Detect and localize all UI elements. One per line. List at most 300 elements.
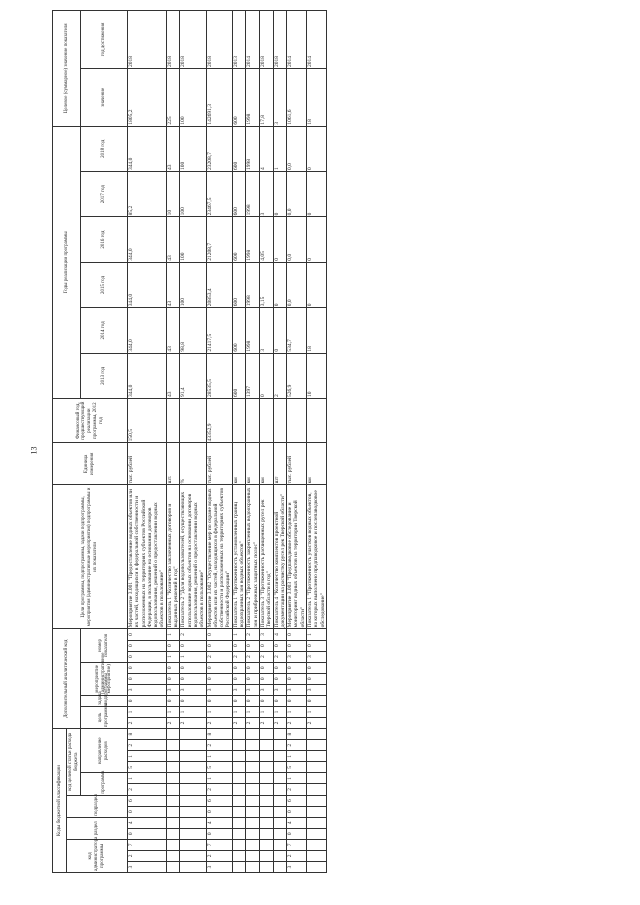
code-cell xyxy=(273,828,287,839)
year-value: 344,0 xyxy=(128,217,167,262)
row-name: Показатель 1 "Количество заключенных договоров и выданных решений в год" xyxy=(166,485,180,629)
code-cell xyxy=(246,762,260,773)
code-cell xyxy=(246,784,260,795)
target-value: 225 xyxy=(166,68,180,126)
year-value: 0 xyxy=(307,171,327,216)
year-value: 21417,5 xyxy=(206,308,232,353)
year-value: 18 xyxy=(307,308,327,353)
code-cell: 0 xyxy=(259,673,273,684)
code-cell: 3 xyxy=(307,684,327,695)
year-value: 600 xyxy=(232,171,246,216)
row-funding xyxy=(307,399,327,443)
code-cell: 0 xyxy=(128,828,167,839)
code-cell xyxy=(232,762,246,773)
code-cell: 1 xyxy=(273,706,287,717)
code-cell: 0 xyxy=(232,673,246,684)
header-podrazdel: подраздел xyxy=(67,795,128,817)
year-value: 2 xyxy=(273,353,287,398)
code-cell: 1 xyxy=(166,629,180,640)
row-funding xyxy=(166,399,180,443)
year-value: 600 xyxy=(232,217,246,262)
code-cell xyxy=(180,773,206,784)
code-cell xyxy=(307,850,327,861)
row-unit: км xyxy=(307,443,327,485)
code-cell: 5 xyxy=(206,762,232,773)
code-cell xyxy=(232,817,246,828)
code-cell xyxy=(180,828,206,839)
target-year: 2018 xyxy=(128,11,167,69)
code-cell xyxy=(180,740,206,751)
code-cell: 5 xyxy=(287,762,307,773)
code-cell: 2 xyxy=(273,718,287,729)
code-cell: 0 xyxy=(166,640,180,651)
code-cell: 0 xyxy=(307,662,327,673)
code-cell: 2 xyxy=(206,718,232,729)
code-cell xyxy=(246,817,260,828)
code-cell xyxy=(307,729,327,740)
year-value: 600 xyxy=(232,308,246,353)
code-cell xyxy=(259,740,273,751)
code-cell xyxy=(232,861,246,872)
code-cell: 2 xyxy=(166,718,180,729)
code-cell xyxy=(180,784,206,795)
row-funding xyxy=(246,399,260,443)
code-cell: 0 xyxy=(128,629,167,640)
code-cell xyxy=(180,795,206,806)
header-target-value: значение xyxy=(81,68,128,126)
code-cell xyxy=(166,784,180,795)
year-value: 0,0 xyxy=(287,217,307,262)
code-cell xyxy=(307,762,327,773)
header-year-2015: 2015 год xyxy=(81,262,128,307)
code-cell: 3 xyxy=(128,684,167,695)
code-cell xyxy=(246,740,260,751)
code-cell: 2 xyxy=(232,651,246,662)
code-cell xyxy=(246,751,260,762)
code-cell: 0 xyxy=(287,640,307,651)
code-cell: 1 xyxy=(232,629,246,640)
year-value: 344,0 xyxy=(128,308,167,353)
code-cell xyxy=(232,795,246,806)
code-cell xyxy=(259,828,273,839)
header-year-2013: 2013 год xyxy=(81,353,128,398)
code-cell: 1 xyxy=(259,706,273,717)
code-cell: 0 xyxy=(206,673,232,684)
code-cell: 3 xyxy=(246,684,260,695)
code-cell: 8 xyxy=(287,729,307,740)
header-direction: направление расходов xyxy=(81,729,128,773)
code-cell xyxy=(307,751,327,762)
code-cell: 3 xyxy=(180,684,206,695)
code-cell: 2 xyxy=(307,718,327,729)
row-name: Мероприятие 3.002 "Осуществление мер по охране водных объектов или их частей, находящихся в федеральной собственности и расположенных на территориях субъектов Российской Федерации" xyxy=(206,485,232,629)
code-cell xyxy=(246,773,260,784)
header-programma: программа xyxy=(81,773,128,795)
code-cell: 0 xyxy=(273,640,287,651)
code-cell xyxy=(307,839,327,850)
code-cell: 2 xyxy=(259,718,273,729)
code-cell: 2 xyxy=(128,850,167,861)
year-value: 1998 xyxy=(246,126,260,171)
code-cell: 0 xyxy=(128,806,167,817)
code-cell: 0 xyxy=(180,695,206,706)
code-cell xyxy=(232,773,246,784)
target-year: 2018 xyxy=(273,11,287,69)
year-value: 98,8 xyxy=(180,308,206,353)
code-cell xyxy=(180,839,206,850)
code-cell: 0 xyxy=(180,662,206,673)
code-cell: 1 xyxy=(166,706,180,717)
year-value: 0 xyxy=(273,262,287,307)
table-row xyxy=(166,11,180,873)
table-row xyxy=(180,11,206,873)
code-cell xyxy=(180,729,206,740)
code-cell: 0 xyxy=(232,695,246,706)
code-cell: 2 xyxy=(206,784,232,795)
row-funding xyxy=(259,399,273,443)
code-cell: 3 xyxy=(307,651,327,662)
code-cell: 3 xyxy=(273,684,287,695)
code-cell xyxy=(246,839,260,850)
year-value: 10 xyxy=(307,353,327,398)
target-year: 2013 xyxy=(232,11,246,69)
code-cell: 1 xyxy=(180,706,206,717)
header-unit: Единица измерения xyxy=(53,443,128,485)
code-cell xyxy=(259,850,273,861)
header-ad-measure: мероприятие (административное мероприятие) xyxy=(81,662,128,695)
code-cell: 0 xyxy=(307,673,327,684)
year-value: 3 xyxy=(259,171,273,216)
code-cell: 0 xyxy=(206,662,232,673)
code-cell xyxy=(166,817,180,828)
code-cell: 7 xyxy=(206,839,232,850)
code-cell: 4 xyxy=(206,817,232,828)
code-cell xyxy=(273,729,287,740)
code-cell xyxy=(307,795,327,806)
row-unit: шт. xyxy=(166,443,180,485)
code-cell: 1 xyxy=(180,651,206,662)
code-cell: 0 xyxy=(273,662,287,673)
program-table xyxy=(52,10,327,873)
year-value: 28535,5 xyxy=(206,353,232,398)
code-cell: 1 xyxy=(246,706,260,717)
row-funding: 150,5 xyxy=(128,399,167,443)
code-cell xyxy=(232,784,246,795)
year-value: 4 xyxy=(259,126,273,171)
row-unit: км xyxy=(246,443,260,485)
code-cell xyxy=(180,751,206,762)
code-cell xyxy=(307,784,327,795)
code-cell: 0 xyxy=(166,695,180,706)
year-value: 43 xyxy=(166,217,180,262)
table-row xyxy=(259,11,273,873)
code-cell: 0 xyxy=(246,662,260,673)
code-cell xyxy=(307,861,327,872)
code-cell xyxy=(307,740,327,751)
row-name: Показатель 1 "Протяженность установленных границ водоохранных зон водных объектов" xyxy=(232,485,246,629)
target-year: 2014 xyxy=(246,11,260,69)
code-cell: 0 xyxy=(287,828,307,839)
header-funding: Финансовый год, предшествующий реализации программы, 2012 год xyxy=(53,399,128,443)
code-cell: 0 xyxy=(287,695,307,706)
code-cell: 0 xyxy=(287,662,307,673)
code-cell: 8 xyxy=(206,729,232,740)
row-name: Показатель 1 "Протяженность участков водных объектов, на которых выполнено предпаводковое и послепаводковое обследование" xyxy=(307,485,327,629)
table-row xyxy=(307,11,327,873)
code-cell: 4 xyxy=(287,817,307,828)
target-year: 2018 xyxy=(259,11,273,69)
code-cell xyxy=(166,850,180,861)
code-cell: 0 xyxy=(166,673,180,684)
row-unit: шт xyxy=(273,443,287,485)
code-cell: 0 xyxy=(128,695,167,706)
code-cell xyxy=(166,795,180,806)
code-cell xyxy=(232,729,246,740)
code-cell: 0 xyxy=(206,695,232,706)
code-cell xyxy=(166,861,180,872)
code-cell xyxy=(307,806,327,817)
target-year: 2014 xyxy=(287,11,307,69)
year-value: 0 xyxy=(307,217,327,262)
table-body xyxy=(128,11,327,873)
table-row xyxy=(206,11,232,873)
code-cell xyxy=(232,751,246,762)
code-cell xyxy=(246,795,260,806)
code-cell: 1 xyxy=(128,706,167,717)
header-budget-codes: Коды бюджетной классификации xyxy=(53,729,67,873)
target-value: 17,8 xyxy=(259,68,273,126)
year-value: 43 xyxy=(166,262,180,307)
code-cell xyxy=(246,850,260,861)
code-cell: 1 xyxy=(128,751,167,762)
header-admin: код администратора программы xyxy=(67,839,128,872)
code-cell: 1 xyxy=(232,706,246,717)
target-value: 1998 xyxy=(246,68,260,126)
page-number: 13 xyxy=(29,446,39,455)
code-cell xyxy=(166,762,180,773)
code-cell xyxy=(259,861,273,872)
code-cell xyxy=(232,839,246,850)
rotated-page xyxy=(52,10,623,873)
header-additional-code: Дополнительный аналитический код xyxy=(53,629,81,729)
header-target-article: код целевой статьи расхода бюджета xyxy=(67,729,81,796)
target-year: 2018 xyxy=(206,11,232,69)
row-funding xyxy=(232,399,246,443)
table-row xyxy=(273,11,287,873)
table-row xyxy=(232,11,246,873)
row-funding xyxy=(287,399,307,443)
year-value: 0,0 xyxy=(287,262,307,307)
code-cell: 2 xyxy=(206,651,232,662)
code-cell: 2 xyxy=(259,651,273,662)
header-target-year: год достижения xyxy=(81,11,128,69)
code-cell: 0 xyxy=(180,640,206,651)
code-cell: 2 xyxy=(273,651,287,662)
year-value: 1397 xyxy=(246,353,260,398)
row-unit: тыс. рублей xyxy=(206,443,232,485)
header-ad-goal: цель программы xyxy=(81,706,128,728)
year-value: 0 xyxy=(273,308,287,353)
code-cell xyxy=(259,839,273,850)
year-value: 1998 xyxy=(246,308,260,353)
year-value: 100 xyxy=(180,126,206,171)
code-cell xyxy=(246,729,260,740)
code-cell: 2 xyxy=(287,784,307,795)
code-cell: 0 xyxy=(232,662,246,673)
code-cell xyxy=(307,773,327,784)
year-value: 1 xyxy=(273,126,287,171)
code-cell: 2 xyxy=(287,740,307,751)
year-value: 91,4 xyxy=(180,353,206,398)
code-cell xyxy=(273,850,287,861)
code-cell: 0 xyxy=(287,629,307,640)
code-cell: 2 xyxy=(180,629,206,640)
target-value: 100 xyxy=(180,68,206,126)
code-cell xyxy=(273,795,287,806)
code-cell: 0 xyxy=(180,673,206,684)
code-cell: 0 xyxy=(287,673,307,684)
code-cell xyxy=(259,806,273,817)
code-cell: 2 xyxy=(232,718,246,729)
year-value: 21208,7 xyxy=(206,217,232,262)
target-value: 3 xyxy=(273,68,287,126)
header-year-2017: 2017 год xyxy=(81,171,128,216)
code-cell xyxy=(259,729,273,740)
code-cell: 0 xyxy=(206,640,232,651)
row-name: Мероприятие 3.003 "Предпаводковое обследование и мониторинг водных объектов на территории Тверской области" xyxy=(287,485,307,629)
code-cell xyxy=(273,839,287,850)
code-cell xyxy=(259,762,273,773)
code-cell xyxy=(273,751,287,762)
code-cell: 1 xyxy=(287,773,307,784)
code-cell xyxy=(246,861,260,872)
code-cell: 3 xyxy=(206,861,232,872)
code-cell: 2 xyxy=(180,718,206,729)
header-year-2018: 2018 год xyxy=(81,126,128,171)
code-cell: 2 xyxy=(246,718,260,729)
row-name: Показатель 2 "Доля водопользователей, осуществляющих использование водных объектов на основании договоров водопользования, решений о предоставлении водных объектов в пользование" xyxy=(180,485,206,629)
code-cell xyxy=(166,729,180,740)
row-unit: тыс. рублей xyxy=(128,443,167,485)
code-cell xyxy=(307,828,327,839)
code-cell xyxy=(307,817,327,828)
code-cell xyxy=(246,828,260,839)
code-cell: 1 xyxy=(206,706,232,717)
code-cell: 2 xyxy=(128,740,167,751)
code-cell: 1 xyxy=(206,751,232,762)
year-value: 344,0 xyxy=(128,262,167,307)
table-row xyxy=(246,11,260,873)
table-row xyxy=(128,11,167,873)
code-cell: 0 xyxy=(246,640,260,651)
code-cell: 0 xyxy=(273,695,287,706)
code-cell: 3 xyxy=(232,684,246,695)
year-value: 43 xyxy=(166,353,180,398)
code-cell: 1 xyxy=(206,773,232,784)
year-value: 23467,5 xyxy=(206,171,232,216)
code-cell: 2 xyxy=(287,850,307,861)
code-cell: 0 xyxy=(259,662,273,673)
target-value: 1805,2 xyxy=(128,68,167,126)
year-value: 20853,4 xyxy=(206,262,232,307)
code-cell: 2 xyxy=(246,629,260,640)
code-cell: 0 xyxy=(273,673,287,684)
code-cell: 7 xyxy=(128,839,167,850)
code-cell: 0 xyxy=(128,640,167,651)
code-cell: 0 xyxy=(128,651,167,662)
target-year: 2018 xyxy=(180,11,206,69)
target-year: 2018 xyxy=(166,11,180,69)
code-cell xyxy=(180,850,206,861)
row-name: Показатель 3 "Протяженность расчищенных русел рек Тверской области в год" xyxy=(259,485,273,629)
code-cell: 1 xyxy=(287,751,307,762)
code-cell: 1 xyxy=(166,651,180,662)
row-funding xyxy=(180,399,206,443)
code-cell: 6 xyxy=(287,795,307,806)
code-cell xyxy=(180,817,206,828)
header-razdel: раздел xyxy=(67,817,128,839)
target-value: 1061,6 xyxy=(287,68,307,126)
code-cell xyxy=(232,806,246,817)
year-value: 1998 xyxy=(246,217,260,262)
code-cell: 6 xyxy=(128,795,167,806)
year-value: 344,0 xyxy=(128,353,167,398)
code-cell xyxy=(273,762,287,773)
code-cell: 1 xyxy=(307,706,327,717)
header-year-2014: 2014 год xyxy=(81,308,128,353)
header-name: Цели программы, подпрограммы, задачи подпрограммы, мероприятия (административные мероприятия) подпрограммы и их показатели xyxy=(53,485,128,629)
year-value: 534,7 xyxy=(287,308,307,353)
code-cell: 1 xyxy=(128,773,167,784)
code-cell: 0 xyxy=(246,673,260,684)
row-name: Показатель 2 "Протяженность закрепленных водоохранных зон и прибрежных защитных полос" xyxy=(246,485,260,629)
year-value: 600 xyxy=(232,126,246,171)
code-cell xyxy=(273,740,287,751)
code-cell: 0 xyxy=(232,640,246,651)
code-cell: 8 xyxy=(128,729,167,740)
code-cell: 2 xyxy=(128,784,167,795)
code-cell xyxy=(273,861,287,872)
code-cell: 2 xyxy=(246,651,260,662)
code-cell: 4 xyxy=(128,817,167,828)
code-cell xyxy=(166,839,180,850)
target-value: 18 xyxy=(307,68,327,126)
code-cell xyxy=(180,861,206,872)
header-year-2016: 2016 год xyxy=(81,217,128,262)
year-value: 23208,7 xyxy=(206,126,232,171)
code-cell: 3 xyxy=(287,861,307,872)
year-value: 85,2 xyxy=(128,171,167,216)
header-target: Целевое (суммарное) значение показателя xyxy=(53,11,81,127)
code-cell: 0 xyxy=(259,695,273,706)
year-value: 43 xyxy=(166,308,180,353)
code-cell xyxy=(232,740,246,751)
target-value: 142691,3 xyxy=(206,68,232,126)
code-cell xyxy=(273,817,287,828)
code-cell: 2 xyxy=(287,718,307,729)
code-cell: 3 xyxy=(259,629,273,640)
year-value: 0,0 xyxy=(287,171,307,216)
target-value: 600 xyxy=(232,68,246,126)
row-name: Мероприятие 3.001 "Предоставление водных объектов или их частей, находящихся в федеральной собственности и расположенных на территориях субъектов Российской Федерации, в пользование на основании договоров водопользования, решений о предоставлении водных объектов в пользование" xyxy=(128,485,167,629)
code-cell: 0 xyxy=(206,629,232,640)
code-cell: 3 xyxy=(259,684,273,695)
code-cell xyxy=(273,784,287,795)
code-cell: 1 xyxy=(287,706,307,717)
code-cell: 3 xyxy=(287,684,307,695)
code-cell: 1 xyxy=(307,629,327,640)
year-value: 10 xyxy=(166,171,180,216)
